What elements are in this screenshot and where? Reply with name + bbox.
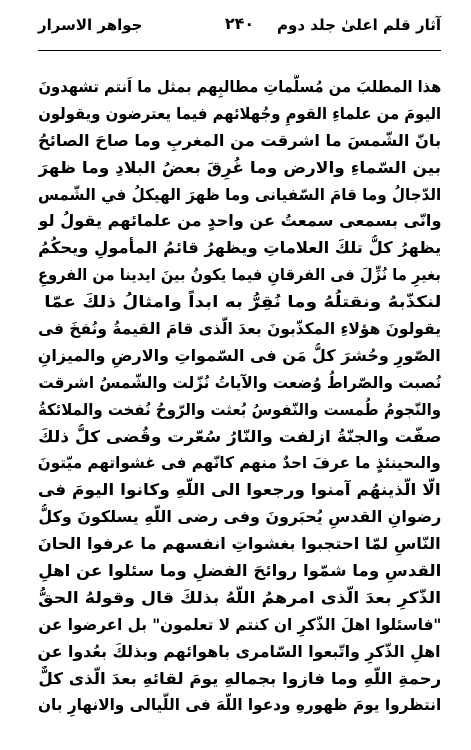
text-line: بانّ الشّمسَ ما اشرقت من المغربِ وما صاحَ الصائحُ [38,130,441,150]
running-header [38,12,441,42]
book-title: آثار قلم اعلیٰ جلد دوم [277,16,441,34]
text-line: صفّت والجنّةُ ازلفت والنّارُ سُعّرت وقُضى كلُّ ذلكَ [38,426,441,446]
text-line: القدسِ وما شمّوا روائحَ الفضلِ وما سئلوا عن اهلِ [38,561,441,581]
text-line: والنّجومُ طُمست والنّفوسُ بُعثت والرّوحُ نُفخت والملائكةُ [38,399,441,419]
page-number: ۲۴۰ [224,14,255,33]
text-line: اهلِ الذّكرِ واتّبعوا السّامرى باهوائهم وبذلكَ بعُدوا عن [38,641,441,661]
text-line: يقولونَ هؤلاءِ المكذّبونَ بعدَ الّذى قامَ القيمةُ ونُفخَ فى [38,319,441,339]
text-line: "فاسئلوا اهلَ الذّكرِ ان كنتم لا تعلمون" بل اعرضوا عن [38,614,441,634]
text-line: رحمةِ اللّهِ وما فازوا بجمالهِ يومَ لقائهِ بعدَ الّذى كلٌّ [38,668,441,688]
text-line: هذا المطلبَ من مُسلَّماتِ مطالبِهم بمثل ما اَنتم تشهدونَ [38,77,441,96]
text-line: الذّكرِ بعدَ الّذى امرهمُ اللّهُ بذلكَ قال وقولهُ الحقُّ [38,587,441,607]
text-line: الدّجالُ وما قامَ السّفيانى وما ظهرَ الهيكلُ في الشّمس [38,184,441,204]
header-divider [38,50,441,51]
text-line: وانّى بسمعى سمعتُ عن واحدٍ من علمائهم يقولُ لو [38,211,441,231]
text-line: النّاسِ لمّا احتجبوا بغشواتِ انفسهم ما عرفوا الحانَ [38,534,441,554]
text-line: بين السّماءِ والارض وما غُرِقَ بعضُ البلادِ وما ظهرَ [38,157,441,177]
body-text [38,74,441,719]
text-line: اليومَ من علماءِ القومِ وجُهلائهم فيما يعترضون ويقولون [38,103,441,123]
text-line: والىحينئذٍ ما عرفَ احدٌ منهم كانّهم فى غشواتهم ميّتونَ [38,453,441,473]
text-line: رضوانِ القدسِ يُحبَرونَ وفى رضى اللّهِ يسلكونَ وكلُّ [38,507,441,527]
text-line: بغيرِ ما نُزِّلَ فى الفرقانِ فيما يكونُ بينَ ايدينا من الفروعِ [38,265,441,285]
section-title: جواهر الاسرار [38,16,143,34]
text-line: الّا الّذينهُم آمنوا ورجعوا الى اللّهِ وكانوا اليومَ فى [38,480,441,500]
text-line: الصّورِ وحُشرَ كلُّ مَن فى السّمواتِ والارضِ والميزانِ [38,345,441,365]
text-line: نُصبت والصّراطُ وُضعت والآياتُ نُزّلت والشّمسُ اشرقت [38,372,441,392]
text-line: يظهرُ كلُّ تلكَ العلاماتِ ويظهرُ قائمُ المأمولِ ويحكُمُ [38,238,441,258]
text-line: لنكذّبهُ ونقتلُهُ وما نُقِرُّ به ابداً وامثالُ ذلكَ عمّا [43,292,441,312]
text-line: انتظروا يومَ ظهورهِ ودعوا اللّهَ فى اللّيالى والانهارِ بان [38,695,441,715]
